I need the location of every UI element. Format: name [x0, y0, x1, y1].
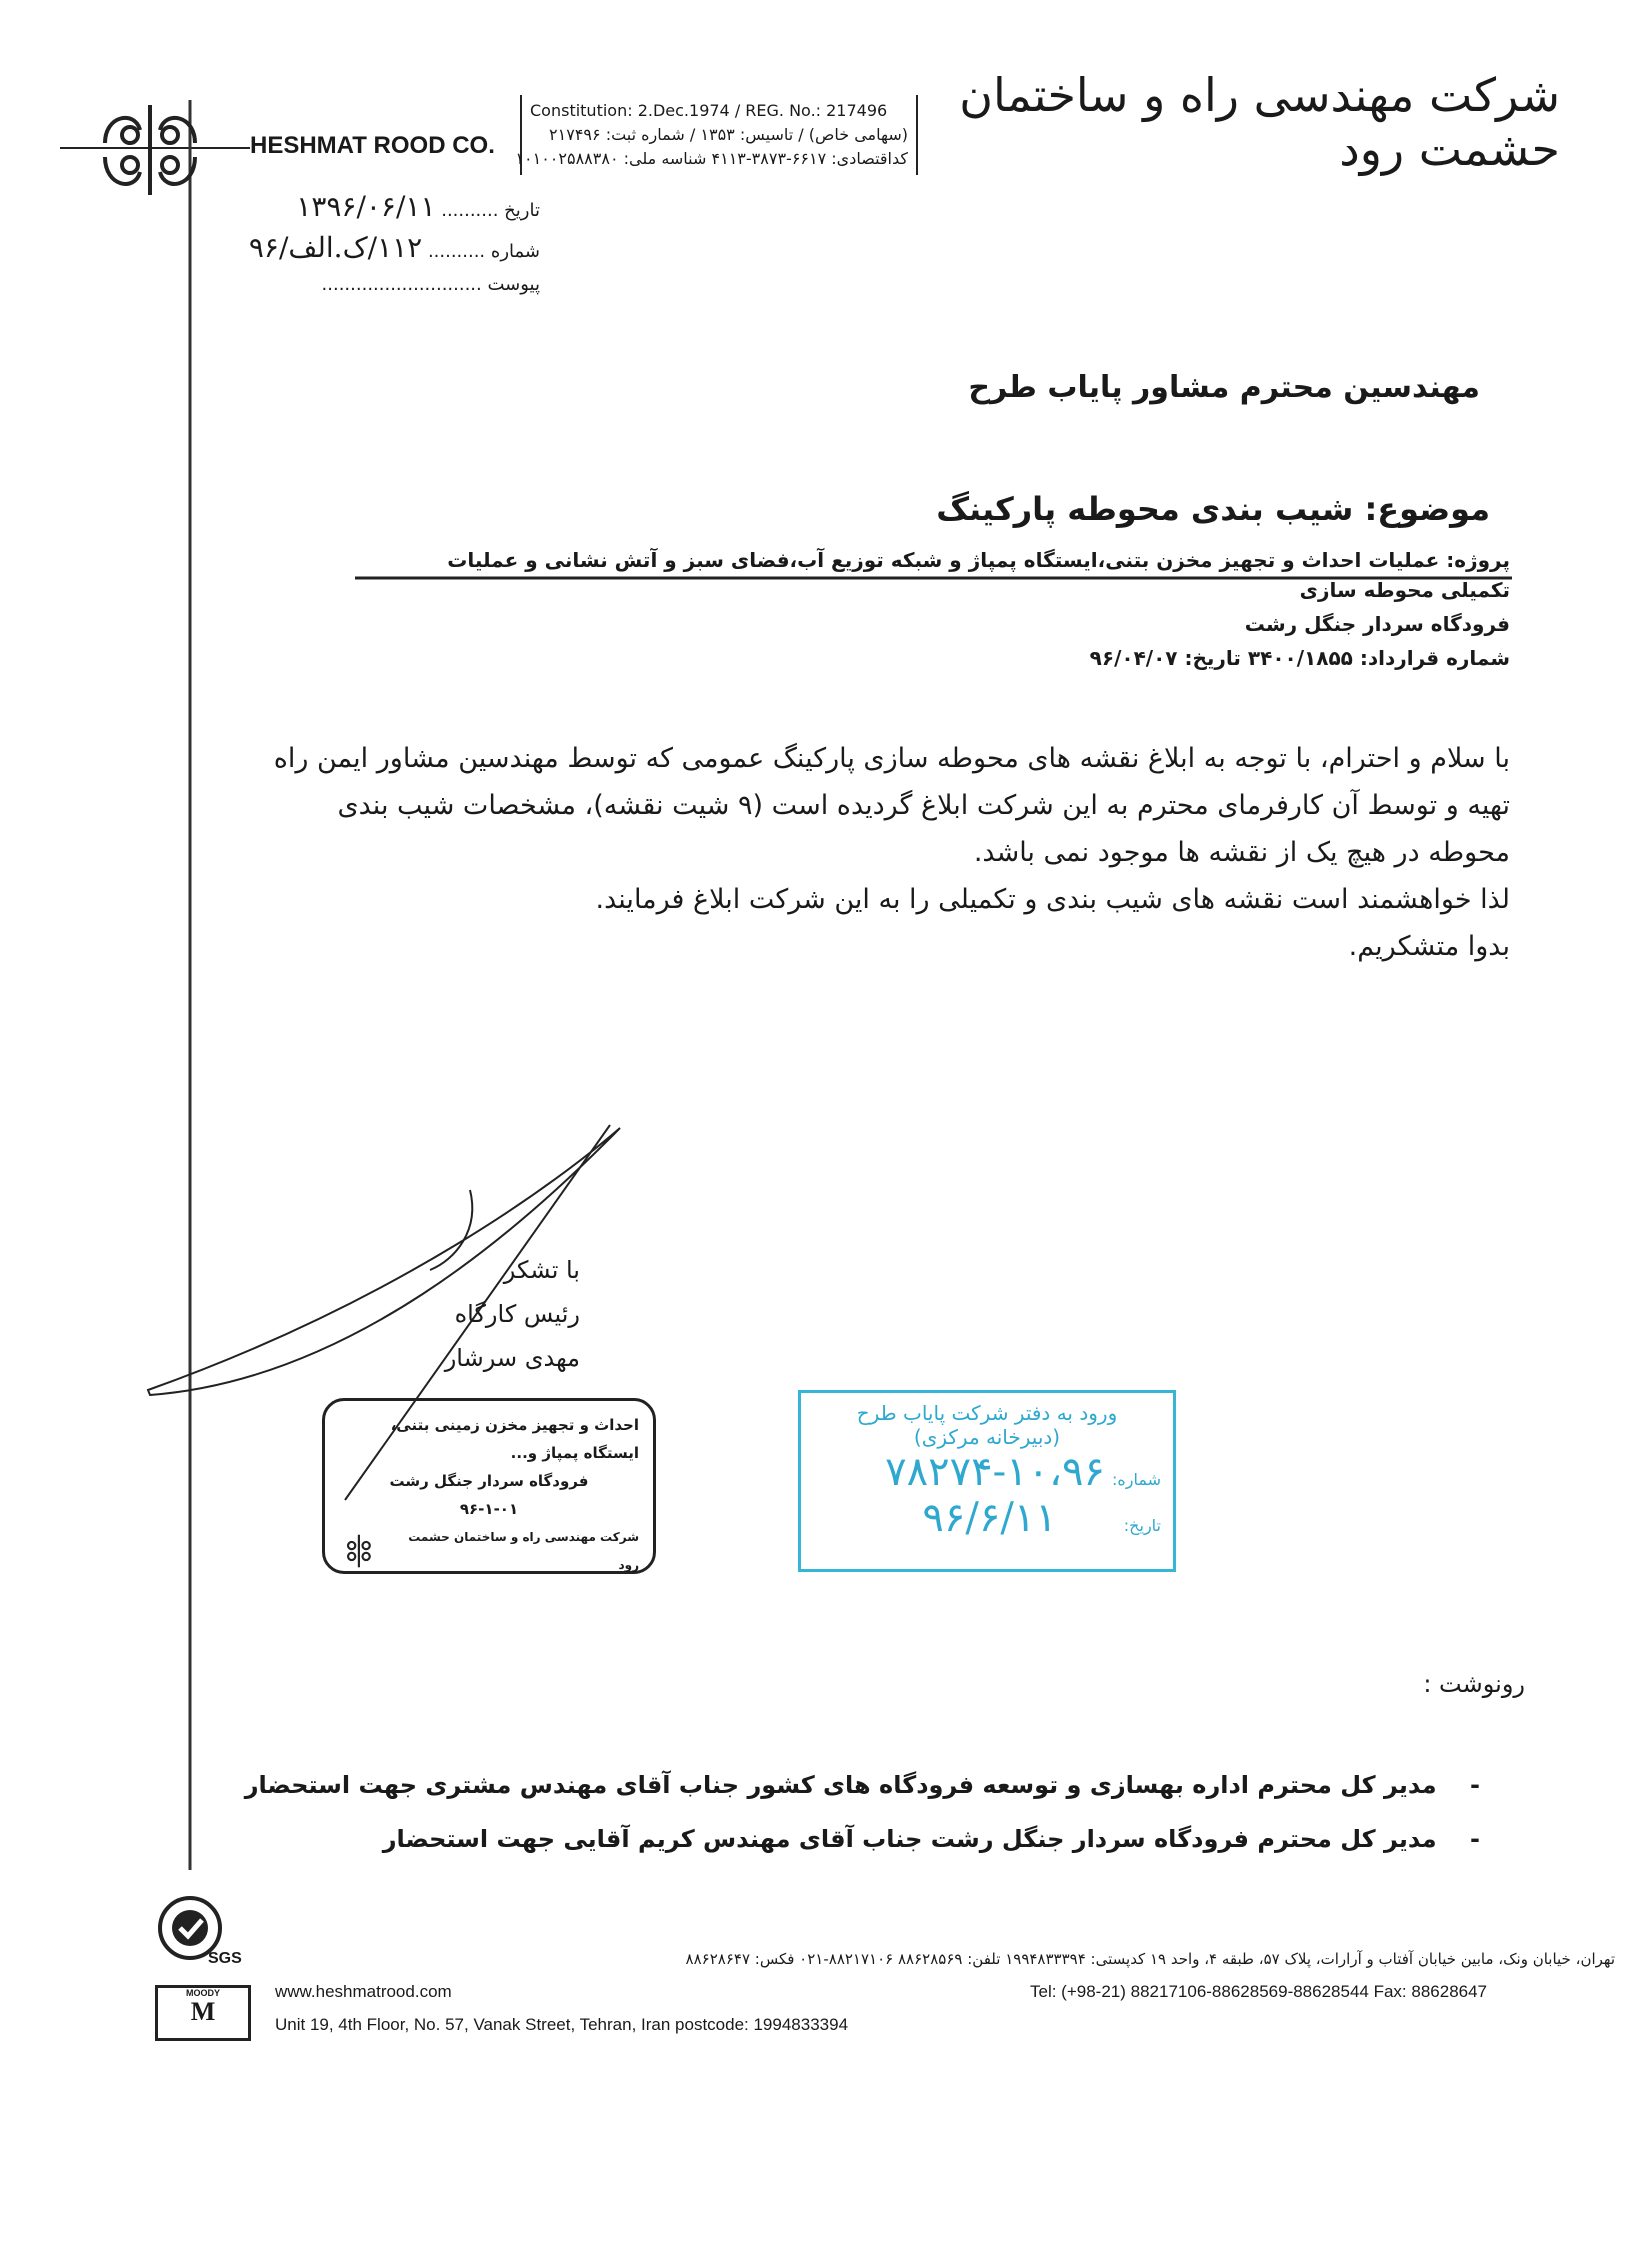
registration-line-en: Constitution: 2.Dec.1974 / REG. No.: 217496: [530, 101, 888, 120]
received-number-label: شماره:: [1111, 1470, 1161, 1489]
project-block: [380, 545, 1510, 673]
signature-block: [380, 1248, 580, 1380]
cc-list: [244, 1758, 1480, 1866]
cc-item: - مدیر کل محترم فرودگاه سردار جنگل رشت جناب آقای مهندس کریم آقایی جهت استحضار: [382, 1825, 1480, 1853]
stamp-logo-icon: [339, 1531, 379, 1571]
stamp-line-3: ۹۶-۱-۰۱: [459, 1500, 519, 1518]
body-line-1: با سلام و احترام، با توجه به ابلاغ نقشه های محوطه سازی پارکینگ عمومی که توسط مهندسین مشاور ایمن راه: [273, 743, 1510, 774]
received-stamp: [798, 1390, 1176, 1572]
registration-box: [515, 95, 918, 175]
received-date-label: تاریخ:: [1123, 1516, 1161, 1535]
number-row: شماره .......... ۱۱۲/ک.الف/۹۶: [248, 231, 540, 264]
signature-title: رئیس کارگاه: [454, 1300, 580, 1328]
cc-title: رونوشت :: [1423, 1670, 1525, 1698]
footer-website[interactable]: www.heshmatrood.com: [275, 1982, 452, 2001]
addressee: مهندسین محترم مشاور پایاب طرح: [968, 370, 1480, 405]
company-name-en: HESHMAT ROOD CO.: [250, 132, 495, 159]
letter-meta: [250, 190, 540, 295]
received-stamp-title: ورود به دفتر شرکت پایاب طرح: [856, 1401, 1118, 1425]
moody-label: MOODY: [185, 1988, 220, 1998]
received-stamp-subtitle: (دبیرخانه مرکزی): [913, 1425, 1061, 1449]
body-line-3: محوطه در هیچ یک از نقشه ها موجود نمی باشد.: [973, 837, 1510, 868]
registration-line-codes: کداقتصادی: ۶۶۱۷-۳۸۷۳-۴۱۱۳ شناسه ملی: ۱۰۱۰۰۲۵۸۸۳۸۰: [515, 149, 908, 168]
stamp-line-1: احداث و تجهیز مخزن زمینی بتنی، ایستگاه پمپاژ و...: [390, 1416, 639, 1462]
date-row: تاریخ .......... ۱۳۹۶/۰۶/۱۱: [296, 190, 540, 223]
letter-subject: موضوع: شیب بندی محوطه پارکینگ: [936, 490, 1490, 528]
sgs-label: SGS: [208, 1950, 242, 1967]
number-value: ۱۱۲/ک.الف/۹۶: [248, 231, 423, 264]
signature-name: مهدی سرشار: [444, 1344, 580, 1372]
attachment-row: پیوست ............................: [321, 274, 540, 295]
moody-cert-icon: MOODY M: [155, 1985, 251, 2041]
contract-line: شماره قرارداد: ۳۴۰۰/۱۸۵۵ تاریخ: ۹۶/۰۴/۰۷: [1089, 646, 1510, 670]
stamp-line-4: شرکت مهندسی راه و ساختمان حشمت رود: [408, 1530, 639, 1572]
date-label: تاریخ: [504, 200, 540, 221]
footer-contact-en: Tel: (+98-21) 88217106-88628569-88628544 Fax: 88628647: [1030, 1982, 1488, 2001]
date-value: ۱۳۹۶/۰۶/۱۱: [296, 190, 436, 223]
company-stamp: [322, 1398, 656, 1574]
number-label: شماره: [490, 241, 540, 262]
attachment-label: پیوست: [487, 274, 540, 295]
project-line-2: فرودگاه سردار جنگل رشت: [1244, 612, 1510, 636]
body-line-5: بدوا متشکریم.: [1348, 931, 1510, 962]
stamp-line-2: فرودگاه سردار جنگل رشت: [389, 1472, 589, 1490]
body-line-2: تهیه و توسط آن کارفرمای محترم به این شرکت ابلاغ گردیده است (۹ شیت نقشه)، مشخصات شیب بندی: [337, 790, 1510, 821]
project-line-1: پروژه: عملیات احداث و تجهیز مخزن بتنی،ایستگاه پمپاژ و شبکه توزیع آب،فضای سبز و آتش نشانی و عملیات تکمیلی محوطه سازی: [447, 548, 1510, 602]
registration-line-fa: (سهامی خاص) / تاسیس: ۱۳۵۳ / شماره ثبت: ۲۱۷۴۹۶: [549, 125, 908, 144]
footer-address-fa: تهران، خیابان ونک، مابین خیابان آفتاب و آرارات، پلاک ۵۷، طبقه ۴، واحد ۱۹ کدپستی: ۱۹۹۴۸۳۳۳۹۴ تلفن: ۸۸۶۲۸۵۶۹ ۸۸۲۱۷۱۰۶-۰۲۱ فکس: ۸۸۶۲۸۶۴۷: [685, 1950, 1615, 1968]
received-number-value: ۱۰،۹۶-۷۸۲۷۴: [885, 1449, 1105, 1495]
company-name-fa: شرکت مهندسی راه و ساختمان حشمت رود: [959, 68, 1560, 176]
received-date-value: ۹۶/۶/۱۱: [922, 1495, 1057, 1541]
cc-item: - مدیر کل محترم اداره بهسازی و توسعه فرودگاه های کشور جناب آقای مهندس مشتری جهت استحضار: [244, 1771, 1480, 1799]
body-line-4: لذا خواهشمند است نقشه های شیب بندی و تکمیلی را به این شرکت ابلاغ فرمایند.: [595, 884, 1510, 915]
signature-closing: با تشکر: [503, 1256, 580, 1284]
letter-body: [230, 735, 1510, 970]
footer-address-en: Unit 19, 4th Floor, No. 57, Vanak Street, Tehran, Iran postcode: 1994833394: [275, 2015, 849, 2034]
company-logo-icon: [95, 95, 205, 205]
